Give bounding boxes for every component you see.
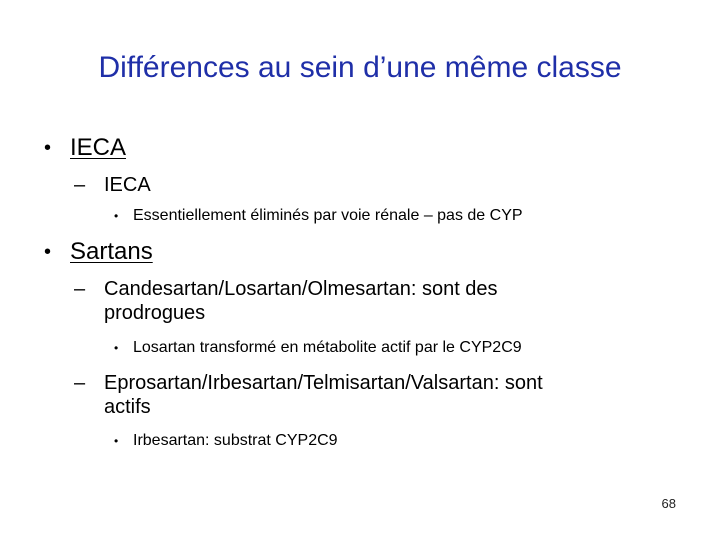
detail-ieca-elimination bbox=[114, 206, 674, 228]
dash-marker: – bbox=[74, 174, 86, 196]
detail-ieca-elimination-text: Essentiellement éliminés par voie rénale – pas de CYP bbox=[133, 207, 523, 224]
bullet-sartans bbox=[44, 238, 244, 268]
sub-bullet-active bbox=[74, 371, 674, 421]
sub-bullet-prodrugs-text bbox=[104, 277, 664, 325]
dash-marker: – bbox=[74, 372, 86, 394]
slide-title: Différences au sein d’une même classe bbox=[98, 51, 622, 84]
bullet-marker: • bbox=[114, 434, 119, 448]
sub-bullet-ieca bbox=[74, 173, 674, 199]
dash-marker: – bbox=[74, 278, 86, 300]
sub-bullet-prodrugs-line2: prodrogues bbox=[104, 302, 206, 324]
sub-bullet-prodrugs-line1: Candesartan/Losartan/Olmesartan: sont des bbox=[104, 278, 498, 300]
detail-irbesartan bbox=[114, 431, 674, 453]
sub-bullet-ieca-label: IECA bbox=[104, 174, 151, 196]
sub-bullet-active-text bbox=[104, 371, 664, 419]
page-number: 68 bbox=[661, 496, 676, 511]
detail-losartan bbox=[114, 338, 674, 360]
bullet-marker: • bbox=[44, 137, 52, 159]
sub-bullet-prodrugs bbox=[74, 277, 674, 327]
detail-irbesartan-text: Irbesartan: substrat CYP2C9 bbox=[133, 432, 338, 449]
bullet-sartans-label[interactable]: Sartans bbox=[70, 238, 153, 265]
bullet-ieca-label[interactable]: IECA bbox=[70, 134, 127, 161]
bullet-marker: • bbox=[114, 209, 119, 223]
bullet-marker: • bbox=[114, 341, 119, 355]
bullet-marker: • bbox=[44, 241, 52, 263]
bullet-ieca bbox=[44, 134, 244, 164]
sub-bullet-active-line2: actifs bbox=[104, 396, 151, 418]
sub-bullet-active-line1: Eprosartan/Irbesartan/Telmisartan/Valsartan: sont bbox=[104, 372, 543, 394]
detail-losartan-text: Losartan transformé en métabolite actif par le CYP2C9 bbox=[133, 339, 522, 356]
